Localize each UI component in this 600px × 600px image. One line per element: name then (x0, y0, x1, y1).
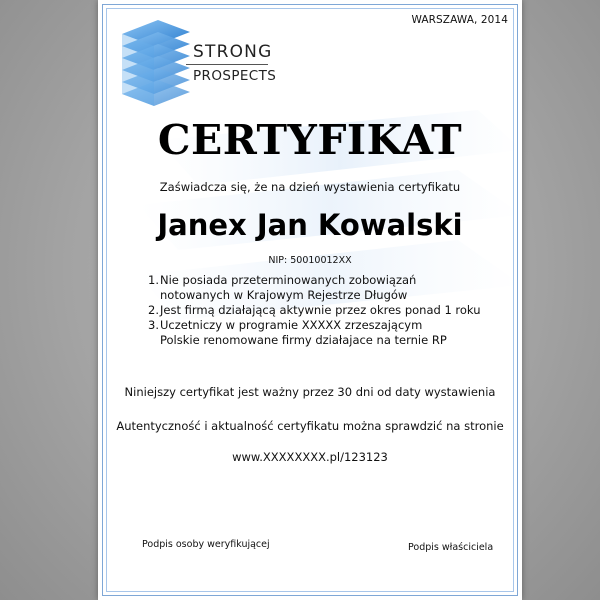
list-item-number: 2. (148, 303, 159, 317)
list-item (148, 273, 488, 303)
list-item (148, 303, 488, 318)
verification-url: www.XXXXXXXX.pl/123123 (232, 450, 388, 464)
list-item-line: Nie posiada przeterminowanych zobowiązań (160, 273, 417, 287)
holder-nip: NIP: 50010012XX (268, 255, 352, 266)
list-item-line: Uczetniczy w programie XXXXX zrzeszającym (160, 318, 423, 332)
logo-stacked-layers-icon (116, 16, 196, 112)
list-item-line: Jest firmą działającą aktywnie przez okres ponad 1 roku (160, 303, 481, 317)
certificate-intro: Zaświadcza się, że na dzień wystawienia certyfikatu (159, 180, 461, 194)
certificate-paper (98, 0, 522, 600)
signature-owner: Podpis właściciela (408, 542, 494, 553)
list-item-line: Polskie renomowane firmy działajace na ternie RP (160, 333, 447, 347)
company-logo (116, 16, 276, 112)
signature-verifier: Podpis osoby weryfikującej (142, 539, 270, 550)
list-item-line: notowanych w Krajowym Rejestrze Długów (160, 288, 408, 302)
logo-divider (186, 64, 268, 65)
conditions-list (148, 273, 488, 348)
list-item-number: 3. (148, 318, 159, 332)
holder-name: Janex Jan Kowalski (157, 208, 463, 242)
logo-text-strong: STRONG (193, 42, 273, 62)
list-item-number: 1. (148, 273, 159, 287)
logo-text-prospects: PROSPECTS (193, 68, 277, 84)
certificate-title: CERTYFIKAT (157, 116, 463, 164)
list-item (148, 318, 488, 348)
validity-statement: Niniejszy certyfikat jest ważny przez 30 dni od daty wystawienia (124, 385, 496, 399)
date-location: WARSZAWA, 2014 (411, 14, 508, 26)
authenticity-statement: Autentyczność i aktualność certyfikatu można sprawdzić na stronie (116, 419, 504, 433)
